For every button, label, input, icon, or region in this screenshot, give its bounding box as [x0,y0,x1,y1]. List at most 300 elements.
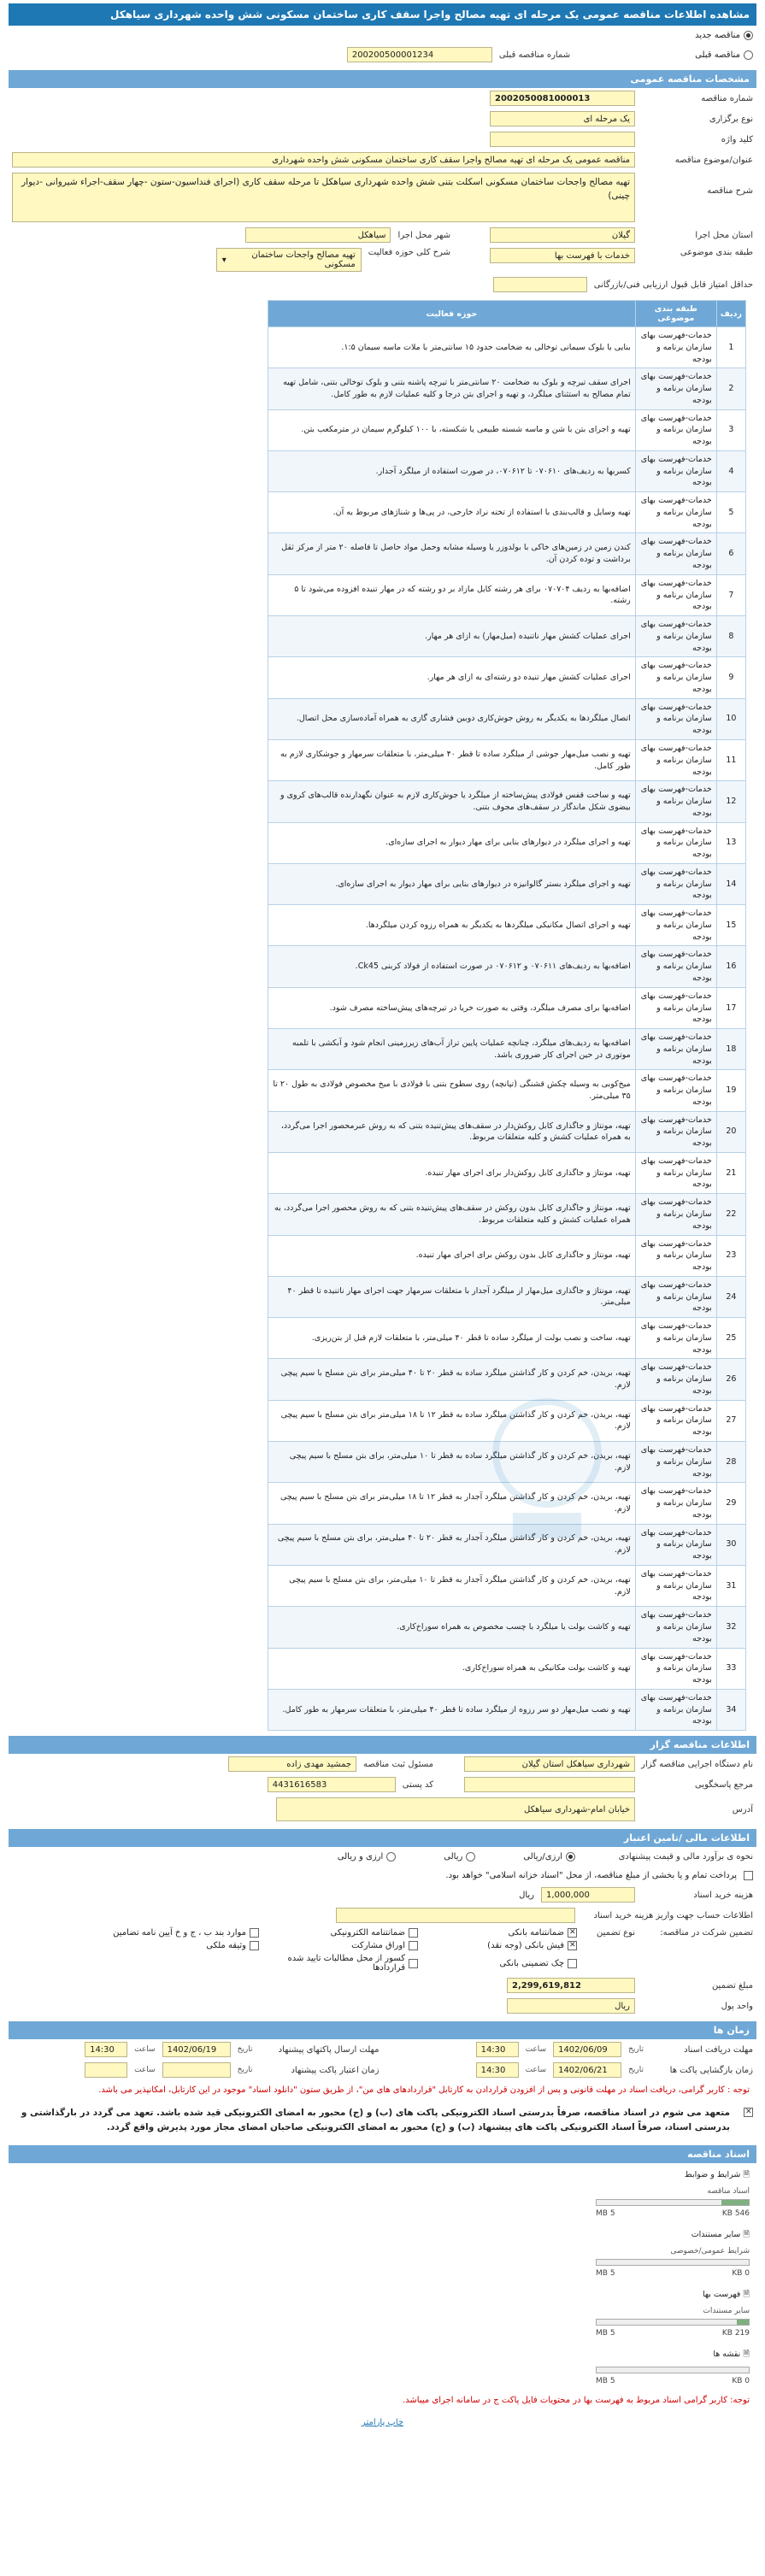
table-row [268,1607,746,1648]
row-index: 33 [716,1648,745,1689]
table-row [268,781,746,822]
row-index: 31 [716,1565,745,1606]
table-row [268,1359,746,1400]
currency-label: واحد پول [721,2001,753,2011]
desc-label: شرح مناقصه [707,186,753,196]
submit-label: مهلت ارسال پاکتهای پیشنهاد [278,2044,380,2055]
scope-select[interactable] [216,248,362,272]
guarantee-checkbox[interactable] [568,1959,577,1968]
attachment-row [9,2343,756,2391]
open-row [383,2060,757,2080]
keyword-input[interactable] [490,132,635,147]
subject-label: عنوان/موضوع مناقصه [674,155,753,165]
number-label: شماره مناقصه [701,93,753,103]
date-word: تاریخ [237,2045,253,2055]
row-index: 9 [716,657,745,698]
attachment-title: شرایط و ضوابط [684,2169,741,2179]
table-row [268,492,746,533]
org-label: نام دستگاه اجرایی مناقصه گزار [641,1759,753,1769]
treasury-text: پرداخت تمام و یا بخشی از مبلغ مناقصه، از محل "اسناد خزانه اسلامی" خواهد بود. [445,1870,737,1880]
table-row [268,1648,746,1689]
file-icon: 🗎 [743,2349,750,2359]
guarantee-type-label: نوع تضمین [597,1928,635,1938]
guarantee-option[interactable] [100,1928,259,1938]
section-financial: اطلاعات مالی /تامین اعتبار [9,1829,756,1847]
table-row [268,946,746,987]
row-index: 5 [716,492,745,533]
row-index: 23 [716,1235,745,1276]
row-scope: اضافه‌بها به ردیف‌های میلگرد، چنانچه عملیات پایین تراز آب‌های زیرزمینی انجام شود و آبکشی با تلمبه موتوری در حین اجرای کار ضروری باشد. [268,1029,636,1070]
row-class: خدمات-فهرست بهای سازمان برنامه و بودجه [635,327,716,368]
row-class: خدمات-فهرست بهای سازمان برنامه و بودجه [635,450,716,491]
table-row [268,1565,746,1606]
row-class: خدمات-فهرست بهای سازمان برنامه و بودجه [635,1318,716,1359]
row-class: خدمات-فهرست بهای سازمان برنامه و بودجه [635,1400,716,1441]
ref-label: مرجع پاسخگویی [694,1779,753,1790]
row-index: 1 [716,327,745,368]
row-scope: تهیه و کاشت بولت مکانیکی به همراه سوراخ‌کاری. [268,1648,636,1689]
validity-row [9,2060,383,2080]
row-class: خدمات-فهرست بهای سازمان برنامه و بودجه [635,1483,716,1524]
row-scope: تهیه، ساخت و نصب بولت از میلگرد ساده تا قطر ۴۰ میلی‌متر، با متعلقات لازم قبل از بتن‌ریزی. [268,1318,636,1359]
row-class: خدمات-فهرست بهای سازمان برنامه و بودجه [635,1442,716,1483]
eval-opt2-label: ارزی و ریالی [337,1851,384,1861]
note-pricelist: توجه: کاربر گرامی اسناد مربوط به فهرست بها در محتویات فایل پاکت ج در سامانه اجرای میباشد. [403,2395,750,2405]
attachment-item[interactable] [596,2348,750,2385]
prev-number-label: شماره مناقصه قبلی [498,50,571,60]
province-input[interactable]: گیلان [490,227,635,243]
row-class: خدمات-فهرست بهای سازمان برنامه و بودجه [635,1111,716,1152]
commit-row [9,2101,756,2140]
attachment-used: 219 KB [721,2328,750,2338]
attachment-subtitle: سایر مستندات [703,2306,750,2315]
header-class: طبقه بندی موضوعی [635,301,716,327]
dates-grid [9,2039,756,2080]
account-label: اطلاعات حساب جهت واریز هزینه خرید اسناد [593,1910,753,1920]
table-row [268,368,746,409]
row-scope: اجرای عملیات کشش مهار ناتنیده (میل‌مهار) به ازای هر مهار. [268,616,636,657]
fee-input[interactable]: 1,000,000 [541,1887,635,1903]
row-index: 14 [716,863,745,904]
section-attachments: اسناد مناقصه [9,2145,756,2163]
row-scope: تهیه، بریدن، خم کردن و کار گذاشتن میلگرد آجدار به قطر تا ۱۰ میلی‌متر، برای بتن مسلح با سیم پیچی لازم. [268,1565,636,1606]
eval-opt1-label: ارزی/ریالی [523,1851,562,1861]
fee-row [9,1885,756,1905]
row-scope: اجرای سقف تیرچه و بلوک به ضخامت ۲۰ سانتی‌متر با تیرچه پاشنه بتنی و بلوک توخالی بتنی، شامل تهیه تمام مصالح به استثنای میلگرد، و تهیه و اجرای بتن درجا و کلیه عملیات لازم به طور کامل. [268,368,636,409]
table-row [268,327,746,368]
row-index: 8 [716,616,745,657]
open-date[interactable]: 1402/06/21 [553,2062,621,2078]
row-index: 34 [716,1689,745,1730]
table-row [268,1194,746,1235]
attachment-row [9,2283,756,2343]
type-label: نوع برگزاری [709,114,753,124]
row-index: 26 [716,1359,745,1400]
table-row [268,905,746,946]
table-row [268,1235,746,1276]
guarantee-checkbox[interactable] [250,1941,259,1950]
file-icon: 🗎 [743,2169,750,2179]
row-scope: بنایی با بلوک سیمانی توخالی به ضخامت حدود ۱۵ سانتی‌متر با ملات ماسه سیمان ۱:۵. [268,327,636,368]
min-score-row [9,274,756,295]
responsible-input[interactable]: جمشید مهدی زاده [228,1756,356,1772]
attachment-row [9,2163,756,2223]
guarantee-checkbox[interactable] [409,1959,418,1968]
radio-dot-on [744,31,753,40]
row-index: 11 [716,739,745,780]
doc-receive-label: مهلت دریافت اسناد [684,2044,753,2055]
row-class: خدمات-فهرست بهای سازمان برنامه و بودجه [635,1194,716,1235]
attachment-progress [596,2199,750,2206]
header-index: ردیف [716,301,745,327]
attachments-list [9,2163,756,2391]
date-word: تاریخ [628,2045,644,2055]
row-index: 13 [716,822,745,863]
date-word: تاریخ [237,2066,253,2075]
guarantee-option-label: اوراق مشارکت [351,1941,405,1951]
row-index: 18 [716,1029,745,1070]
city-label: شهر محل اجرا [397,230,450,240]
row-scope: تهیه و اجرای میلگرد بستر گالوانیزه در دیوارهای بنایی برای مهار دیوار به اجرای سازه‌ای. [268,863,636,904]
row-scope: تهیه و اجرای میلگرد در دیوارهای بنایی برای مهار دیوار به اجرای سازه‌ای. [268,822,636,863]
items-body [268,327,746,1731]
row-index: 28 [716,1442,745,1483]
prev-tender-label: مناقصه قبلی [695,50,740,60]
row-class: خدمات-فهرست بهای سازمان برنامه و بودجه [635,1689,716,1730]
row-scope: اضافه‌بها به ردیف‌های ۰۷۰۶۱۱ و ۰۷۰۶۱۲ در صورت استفاده از فولاد کربنی Ck45. [268,946,636,987]
account-input[interactable] [336,1908,575,1923]
chevron-down-icon: ▾ [221,255,227,265]
table-row [268,739,746,780]
subject-input[interactable]: مناقصه عمومی یک مرحله ای تهیه مصالح واجرا سقف کاری ساختمان مسکونی شش واحده شهرداری [12,152,635,168]
class-label: طبقه بندی موضوعی [680,248,753,257]
row-index: 2 [716,368,745,409]
table-row [268,698,746,739]
row-index: 20 [716,1111,745,1152]
section-organizer: اطلاعات مناقصه گزار [9,1736,756,1754]
row-scope: اجرای عملیات کشش مهار تنیده دو رشته‌ای به ازای هر مهار. [268,657,636,698]
row-class: خدمات-فهرست بهای سازمان برنامه و بودجه [635,1607,716,1648]
radio-dot-off [466,1852,475,1861]
attachment-progress-fill [737,2320,749,2325]
org-input[interactable]: شهرداری سیاهکل استان گیلان [464,1756,635,1772]
attachment-subtitle: اسناد مناقصه [707,2186,750,2196]
subject-row [9,150,756,170]
fee-label: هزینه خرید اسناد [693,1890,753,1900]
row-class: خدمات-فهرست بهای سازمان برنامه و بودجه [635,657,716,698]
table-row [268,409,746,450]
table-row [268,574,746,615]
row-class: خدمات-فهرست بهای سازمان برنامه و بودجه [635,863,716,904]
row-class: خدمات-فهرست بهای سازمان برنامه و بودجه [635,781,716,822]
row-class: خدمات-فهرست بهای سازمان برنامه و بودجه [635,698,716,739]
table-row [268,822,746,863]
submit-row [9,2039,383,2060]
guarantee-checkbox[interactable] [568,1941,577,1950]
guarantee-option-label: کسور از محل مطالبات تایید شده قراردادها [287,1954,405,1973]
guarantee-option-label: موارد بند ب ، ج و خ آیین نامه تضامین [113,1928,246,1938]
row-class: خدمات-فهرست بهای سازمان برنامه و بودجه [635,946,716,987]
guarantee-checkbox[interactable] [409,1928,418,1938]
guarantee-option[interactable] [259,1954,418,1973]
attachment-used: 546 KB [721,2208,750,2218]
row-index: 29 [716,1483,745,1524]
row-scope: تهیه و کاشت بولت یا میلگرد با چسب مخصوص به همراه سوراخ‌کاری. [268,1607,636,1648]
open-time[interactable]: 14:30 [476,2062,519,2078]
table-row [268,450,746,491]
eval-opt3-label: ریالی [444,1851,463,1861]
guarantee-option-label: ضمانتنامه بانکی [508,1928,564,1938]
table-row [268,1029,746,1070]
guarantee-label: تضمین شرکت در مناقصه: [660,1928,753,1938]
time-word: ساعت [134,2045,156,2055]
min-score-label: حداقل امتیاز قابل قبول ارزیابی فنی/بازرگانی [593,279,753,290]
treasury-row [9,1866,756,1885]
table-row [268,1152,746,1193]
amount-label: مبلغ تضمین [711,1980,753,1991]
row-scope: تهیه وسایل و قالب‌بندی با استفاده از تخته نراد خارجی، در پی‌ها و شناژهای مربوط به آن. [268,492,636,533]
row-scope: تهیه، مونتاژ و جاگذاری کابل روکش‌دار برای اجرای مهار تنیده. [268,1152,636,1193]
guarantee-option-label: ضمانتنامه الکترونیکی [330,1928,405,1938]
items-table [268,300,746,1731]
keyword-row [9,129,756,150]
row-scope: تهیه، بریدن، خم کردن و کار گذاشتن میلگرد آجدار به قطر ۲۰ تا ۴۰ میلی‌متر، برای بتن مسلح با سیم پیچی لازم. [268,1524,636,1565]
validity-time[interactable] [85,2062,127,2078]
row-scope: تهیه، بریدن، خم کردن و کار گذاشتن میلگرد آجدار به قطر ۱۲ تا ۱۸ میلی‌متر برای بتن مسلح با سیم پیچی لازم. [268,1483,636,1524]
eval-method-row [9,1847,756,1866]
desc-row [9,170,756,225]
postal-label: کد پستی [402,1779,433,1790]
time-word: ساعت [134,2066,156,2075]
radio-dot-on [566,1852,575,1861]
address-label: آدرس [732,1804,753,1814]
table-row [268,1689,746,1730]
guarantee-option[interactable] [418,1954,577,1973]
attachment-progress [596,2367,750,2373]
attachment-size: 5 MB [596,2328,615,2338]
row-class: خدمات-فهرست بهای سازمان برنامه و بودجه [635,905,716,946]
number-input[interactable]: 2002050081000013 [490,91,635,106]
guarantee-option[interactable] [259,1941,418,1950]
table-row [268,987,746,1028]
table-row [268,616,746,657]
row-scope: تهیه و نصب میل‌مهار دو سر رزوه از میلگرد ساده تا قطر ۴۰ میلی‌متر، با متعلقات سرمهار به طور کامل. [268,1689,636,1730]
postal-input[interactable]: 4431616583 [268,1777,396,1792]
date-word: تاریخ [628,2066,644,2075]
row-class: خدمات-فهرست بهای سازمان برنامه و بودجه [635,492,716,533]
attachment-row [9,2223,756,2283]
row-class: خدمات-فهرست بهای سازمان برنامه و بودجه [635,1648,716,1689]
row-class: خدمات-فهرست بهای سازمان برنامه و بودجه [635,1070,716,1111]
row-class: خدمات-فهرست بهای سازمان برنامه و بودجه [635,1565,716,1606]
attachment-used: 0 KB [732,2376,750,2385]
treasury-checkbox[interactable] [744,1871,753,1880]
print-link[interactable]: چاپ پارامتر [361,2417,404,2427]
guarantee-option[interactable] [418,1941,577,1950]
tender-type-prev [9,44,756,65]
row-index: 17 [716,987,745,1028]
row-scope: کسربها به ردیف‌های ۰۷۰۶۱۰ تا ۰۷۰۶۱۲، در صورت استفاده از میلگرد آجدار. [268,450,636,491]
row-index: 16 [716,946,745,987]
row-class: خدمات-فهرست بهای سازمان برنامه و بودجه [635,368,716,409]
guarantee-checkbox[interactable] [409,1941,418,1950]
guarantee-option[interactable] [418,1928,577,1938]
row-class: خدمات-فهرست بهای سازمان برنامه و بودجه [635,1029,716,1070]
attachment-title: فهرست بها [702,2289,741,2299]
row-scope: تهیه، بریدن، خم کردن و کار گذاشتن میلگرد ساده به قطر ۲۰ تا ۴۰ میلی‌متر برای بتن مسلح با سیم پیچی لازم. [268,1359,636,1400]
row-scope: تهیه، مونتاژ و جاگذاری کابل بدون روکش برای اجرای مهار تنیده. [268,1235,636,1276]
table-row [268,1070,746,1111]
row-index: 12 [716,781,745,822]
table-row [268,533,746,574]
guarantee-checkbox[interactable] [568,1928,577,1938]
guarantee-option-label: فیش بانکی (وجه نقد) [487,1941,564,1951]
header-scope: حوزه فعالیت [268,301,636,327]
row-index: 6 [716,533,745,574]
table-row [268,863,746,904]
commit-checkbox[interactable] [744,2108,753,2117]
attachment-used: 0 KB [732,2268,750,2278]
scope-value: تهیه مصالح واجحات ساختمان مسکونی [251,250,356,269]
row-scope: اتصال میلگردها به یکدیگر به روش جوش‌کاری دوبین فشاری گازی به همراه آماده‌سازی محل اتصال. [268,698,636,739]
guarantee-option-label: وثیقه ملکی [206,1941,246,1951]
prev-number-input[interactable]: 200200500001234 [347,47,492,62]
row-index: 19 [716,1070,745,1111]
row-scope: تهیه، مونتاژ و جاگذاری میل‌مهار از میلگرد آجدار با متعلقات سرمهار جهت اجرای مهار ناتنیده تا قطر ۴۰ میلی‌متر. [268,1276,636,1317]
row-class: خدمات-فهرست بهای سازمان برنامه و بودجه [635,574,716,615]
row-class: خدمات-فهرست بهای سازمان برنامه و بودجه [635,1152,716,1193]
attachment-size: 5 MB [596,2268,615,2278]
validity-date[interactable] [162,2062,231,2078]
row-scope: تهیه و نصب میل‌مهار جوشی از میلگرد ساده تا قطر ۴۰ میلی‌متر، با متعلقات سرمهار و جوشکاری لازم به طور کامل. [268,739,636,780]
guarantee-checkbox[interactable] [250,1928,259,1938]
attachment-item[interactable] [596,2228,750,2278]
row-class: خدمات-فهرست بهای سازمان برنامه و بودجه [635,987,716,1028]
address-input[interactable]: خیابان امام-شهرداری سیاهکل [276,1797,635,1821]
keyword-label: کلید واژه [721,134,753,144]
row-index: 4 [716,450,745,491]
row-class: خدمات-فهرست بهای سازمان برنامه و بودجه [635,1235,716,1276]
number-row [9,88,756,109]
eval-opt3-radio[interactable] [444,1852,475,1861]
table-row [268,1442,746,1483]
page [9,3,756,2444]
items-header-row [268,301,746,327]
row-index: 15 [716,905,745,946]
time-word: ساعت [525,2045,547,2055]
guarantee-title-row [9,1926,756,1975]
section-general: مشخصات مناقصه عمومی [9,70,756,88]
row-index: 3 [716,409,745,450]
row-index: 32 [716,1607,745,1648]
city-input[interactable]: سیاهکل [245,227,391,243]
class-input[interactable]: خدمات با فهرست بها [490,248,635,263]
row-class: خدمات-فهرست بهای سازمان برنامه و بودجه [635,1359,716,1400]
eval-method-label: نحوه ی برآورد مالی و قیمت پیشنهادی [618,1851,753,1861]
attachment-progress [596,2259,750,2266]
new-tender-radio[interactable] [695,31,753,40]
row-index: 22 [716,1194,745,1235]
row-scope: تهیه، مونتاژ و جاگذاری کابل بدون روکش در سقف‌های پیش‌تنیده بتنی که به روش محصور اجرا می‌گردد، به همراه عملیات کشش و کلیه متعلقات مربوط. [268,1194,636,1235]
scope-label: شرح کلی حوزه فعالیت [368,248,450,257]
time-word: ساعت [525,2066,547,2075]
new-tender-label: مناقصه جدید [695,30,740,40]
submit-time[interactable]: 14:30 [85,2042,127,2057]
desc-textarea[interactable]: تهیه مصالح واجحات ساختمان مسکونی اسکلت بتنی شش واحده شهرداری سیاهکل تا مرحله سقف کاری (اجرای فنداسیون-ستون -چهار سقف-اجراء شیروانی -دیوار چینی) [12,173,635,222]
row-index: 25 [716,1318,745,1359]
table-row [268,1276,746,1317]
table-row [268,657,746,698]
guarantee-option[interactable] [100,1941,259,1950]
table-row [268,1400,746,1441]
guarantee-grid [98,1928,577,1973]
row-class: خدمات-فهرست بهای سازمان برنامه و بودجه [635,1276,716,1317]
attachment-title: نقشه ها [713,2349,741,2359]
fee-unit: ریال [519,1890,534,1900]
address-row [9,1795,756,1824]
type-input[interactable]: یک مرحله ای [490,111,635,126]
eval-opt1-radio[interactable] [523,1852,575,1861]
attachment-item[interactable] [596,2288,750,2338]
radio-dot-off [744,50,753,60]
row-class: خدمات-فهرست بهای سازمان برنامه و بودجه [635,739,716,780]
min-score-input[interactable] [493,277,587,292]
page-title: مشاهده اطلاعات مناقصه عمومی یک مرحله ای تهیه مصالح واجرا سقف کاری ساختمان مسکونی شش واحده شهرداری سیاهکل [9,3,756,26]
amount-input[interactable]: 2,299,619,812 [507,1978,635,1993]
file-icon: 🗎 [743,2289,750,2299]
row-scope: میخ‌کوبی به وسیله چکش قشنگی (تپانچه) روی سطوح بتنی با فولادی با میخ مخصوص فولادی به طول ۲۰ تا ۳۵ میلی‌متر. [268,1070,636,1111]
row-scope: تهیه و اجرای اتصال مکانیکی میلگردها به یکدیگر به همراه رزوه کردن میلگردها. [268,905,636,946]
table-row [268,1318,746,1359]
row-class: خدمات-فهرست بهای سازمان برنامه و بودجه [635,822,716,863]
attachment-item[interactable] [596,2168,750,2218]
row-index: 30 [716,1524,745,1565]
row-scope: کندن زمین در زمین‌های خاکی با بولدوزر یا وسیله مشابه وحمل مواد حاصل تا فاصله ۲۰ متر از مرکز ثقل برداشت و توده کردن آن. [268,533,636,574]
org-row [9,1754,756,1774]
row-scope: تهیه و اجرای بتن با شن و ماسه شسته طبیعی یا شکسته، با ۱۰۰ کیلوگرم سیمان در مترمکعب بتن. [268,409,636,450]
row-class: خدمات-فهرست بهای سازمان برنامه و بودجه [635,533,716,574]
doc-receive-time[interactable]: 14:30 [476,2042,519,2057]
row-class: خدمات-فهرست بهای سازمان برنامه و بودجه [635,1524,716,1565]
amount-row [9,1975,756,1996]
type-row [9,109,756,129]
attachment-subtitle: شرایط عمومی/خصوصی [670,2246,750,2255]
guarantee-option[interactable] [259,1928,418,1938]
radio-dot-off [386,1852,396,1861]
table-row [268,1483,746,1524]
currency-row [9,1996,756,2016]
doc-receive-date[interactable]: 1402/06/09 [553,2042,621,2057]
account-row [9,1905,756,1926]
province-label: استان محل اجرا [695,230,753,240]
currency-input[interactable]: ریال [507,1998,635,2014]
responsible-label: مسئول ثبت مناقصه [363,1759,433,1769]
submit-date[interactable]: 1402/06/19 [162,2042,231,2057]
row-class: خدمات-فهرست بهای سازمان برنامه و بودجه [635,616,716,657]
ref-row [9,1774,756,1795]
row-scope: تهیه و ساخت قفس فولادی پیش‌ساخته از میلگرد یا جوش‌کاری لازم به عنوان نگهدارنده قالب‌های کروی و بیضوی شکل ماندگار در سقف‌های مجوف بتنی. [268,781,636,822]
row-scope: تهیه، مونتاژ و جاگذاری کابل روکش‌دار در سقف‌های پیش‌تنیده بتنی که به روش عبرمحصور اجرا می‌گردد، به همراه عملیات کشش و کلیه متعلقات مربوط. [268,1111,636,1152]
prev-tender-radio[interactable] [695,50,753,60]
row-index: 7 [716,574,745,615]
doc-receive-row [383,2039,757,2060]
row-scope: تهیه، بریدن، خم کردن و کار گذاشتن میلگرد ساده به قطر تا ۱۰ میلی‌متر، برای بتن مسلح با سیم پیچی لازم. [268,1442,636,1483]
ref-input[interactable] [464,1777,635,1792]
row-scope: اضافه‌بها برای مصرف میلگرد، وقتی به صورت خریا در تیرچه‌های پیش‌ساخته مصرف شود. [268,987,636,1028]
row-class: خدمات-فهرست بهای سازمان برنامه و بودجه [635,409,716,450]
eval-opt2-radio[interactable] [338,1852,397,1861]
tender-type-new [9,26,756,44]
